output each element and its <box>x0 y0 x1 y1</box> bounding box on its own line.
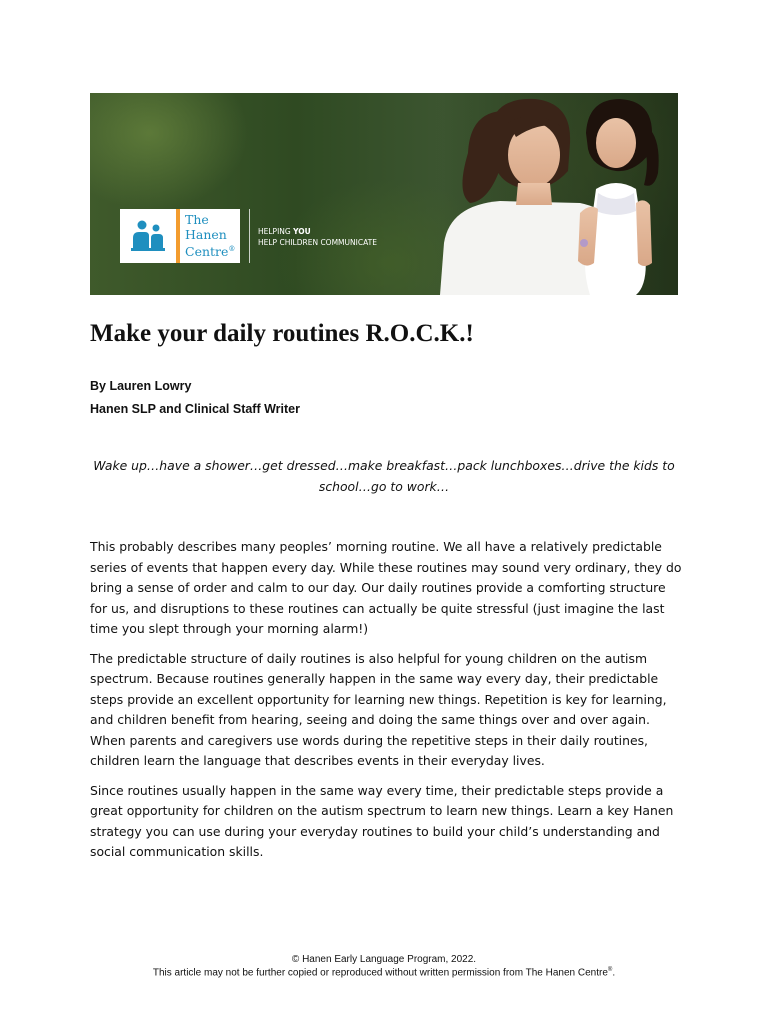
logo-line-1: The <box>185 212 209 227</box>
article-title: Make your daily routines R.O.C.K.! <box>90 320 474 347</box>
body-paragraph: This probably describes many peoples’ morning routine. We all have a relatively predictable series of events that happen every day. While these routines may sound very ordinary, they do bring a sense of order and calm to our day. Our daily routines provide a comforting structure for us, and disruptions to these routines can actually be quite stressful (just imagine the last time you slept through your morning alarm!) <box>90 539 682 636</box>
tagline-prefix: HELPING <box>258 227 294 236</box>
footer-copyright: © Hanen Early Language Program, 2022. <box>291 954 477 965</box>
intro-quote: Wake up…have a shower…get dressed…make breakfast…pack lunchboxes…drive the kids to school…go to work… <box>93 458 675 494</box>
logo-line-2: Hanen <box>185 227 227 242</box>
footer-notice-end: . <box>612 967 616 979</box>
page-footer <box>0 954 768 978</box>
logo-stripe <box>176 209 180 263</box>
logo-line-3 <box>185 242 239 259</box>
header-banner <box>90 93 678 295</box>
mother-child-photo <box>430 93 678 295</box>
body-paragraph: The predictable structure of daily routines is also helpful for young children on the autism spectrum. Because routines generally happen in the same way every day, their predictable steps provide an excellent opportunity for learning new things. Repetition is key for learning, and children benefit from hearing, seeing and doing the same things over and over again. When parents and caregivers use words during the repetitive steps in their daily routines, children learn the language that describes events in their everyday lives. <box>90 650 667 768</box>
body-paragraph: Since routines usually happen in the same way every time, their predictable steps provide a great opportunity for children on the autism spectrum to learn new things. Learn a key Hanen strategy you can use during your everyday routines to build your child’s understanding and social communication skills. <box>90 782 674 859</box>
article-author: By Lauren Lowry <box>90 379 192 393</box>
footer-reg-mark: ® <box>607 967 613 973</box>
logo-reg-mark: ® <box>228 245 236 253</box>
tagline-line-1 <box>258 226 386 237</box>
footer-notice: This article may not be further copied or reproduced without written permission from The Hanen Centre <box>152 967 608 979</box>
footer-notice-line <box>0 965 768 978</box>
banner-divider <box>249 209 250 263</box>
logo-wordmark <box>185 212 239 259</box>
banner-tagline <box>258 226 386 248</box>
tagline-line-2: HELP CHILDREN COMMUNICATE <box>258 238 377 247</box>
hanen-logo <box>120 209 240 263</box>
hanen-logo-icon <box>129 218 167 254</box>
logo-line-3-text: Centre <box>185 244 229 260</box>
author-role: Hanen SLP and Clinical Staff Writer <box>90 402 300 416</box>
article-body <box>90 537 682 872</box>
tagline-emphasis: YOU <box>293 227 311 236</box>
